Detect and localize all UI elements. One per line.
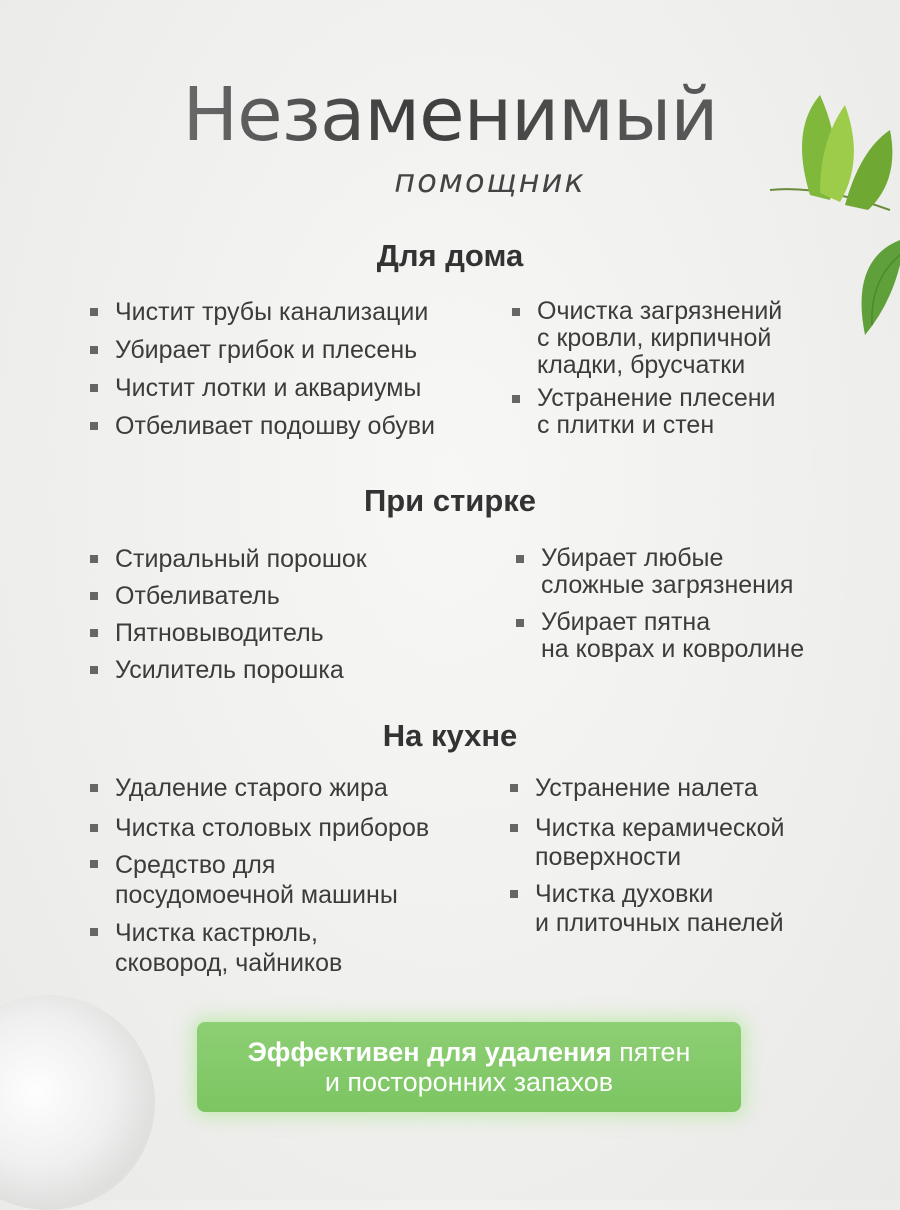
- bullet-icon: [516, 555, 524, 563]
- section-title-laundry: При стирке: [363, 483, 537, 518]
- list-item: Отбеливает подошву обуви: [90, 412, 435, 440]
- list-item: Средство для посудомоечной машины: [90, 850, 429, 910]
- list-item: Чистит лотки и аквариумы: [90, 374, 435, 402]
- bullet-icon: [510, 784, 518, 792]
- home-list-left: [90, 298, 435, 440]
- page-title: Незаменимый: [0, 78, 900, 152]
- section-title-home: Для дома: [376, 238, 524, 273]
- list-item: Усилитель порошка: [90, 656, 367, 684]
- bullet-icon: [90, 555, 98, 563]
- list-item: Чистка кастрюль, сковород, чайников: [90, 918, 429, 978]
- list-item: Чистка керамической поверхности: [510, 814, 785, 872]
- list-item: Чистка духовки и плиточных панелей: [510, 880, 785, 938]
- bullet-icon: [90, 422, 98, 430]
- list-item: Убирает пятна на коврах и ковролине: [516, 609, 804, 663]
- list-item: Удаление старого жира: [90, 774, 429, 802]
- bullet-icon: [510, 824, 518, 832]
- kitchen-list-left: [90, 774, 429, 978]
- list-item: Очистка загрязнений с кровли, кирпичной кладки, брусчатки: [512, 298, 782, 379]
- foam-bubble-icon: [0, 995, 155, 1210]
- bullet-icon: [90, 592, 98, 600]
- bullet-icon: [512, 308, 520, 316]
- bullet-icon: [90, 308, 98, 316]
- list-item: Пятновыводитель: [90, 619, 367, 647]
- cta-rest-text: пятен и посторонних запахов: [324, 1037, 691, 1097]
- cta-banner: [197, 1022, 741, 1112]
- list-item: Отбеливатель: [90, 582, 367, 610]
- bullet-icon: [90, 784, 98, 792]
- list-item: Чистка столовых приборов: [90, 814, 429, 842]
- list-item: Устранение плесени с плитки и стен: [512, 385, 782, 439]
- list-item: Убирает грибок и плесень: [90, 336, 435, 364]
- laundry-list-right: [516, 545, 804, 663]
- bullet-icon: [90, 629, 98, 637]
- cta-bold-text: Эффективен для удаления: [247, 1037, 612, 1067]
- bullet-icon: [90, 824, 98, 832]
- bullet-icon: [512, 395, 520, 403]
- section-title-kitchen: На кухне: [382, 718, 518, 753]
- page-subtitle: помощник: [394, 162, 586, 200]
- laundry-list-left: [90, 545, 367, 684]
- bullet-icon: [90, 928, 98, 936]
- list-item: Устранение налета: [510, 774, 785, 802]
- bullet-icon: [90, 346, 98, 354]
- kitchen-list-right: [510, 774, 785, 938]
- bullet-icon: [90, 666, 98, 674]
- bullet-icon: [90, 860, 98, 868]
- bullet-icon: [516, 619, 524, 627]
- list-item: Убирает любые сложные загрязнения: [516, 545, 804, 599]
- bullet-icon: [90, 384, 98, 392]
- home-list-right: [512, 298, 782, 439]
- list-item: Чистит трубы канализации: [90, 298, 435, 326]
- list-item: Стиральный порошок: [90, 545, 367, 573]
- cta-text: [248, 1037, 691, 1097]
- bullet-icon: [510, 890, 518, 898]
